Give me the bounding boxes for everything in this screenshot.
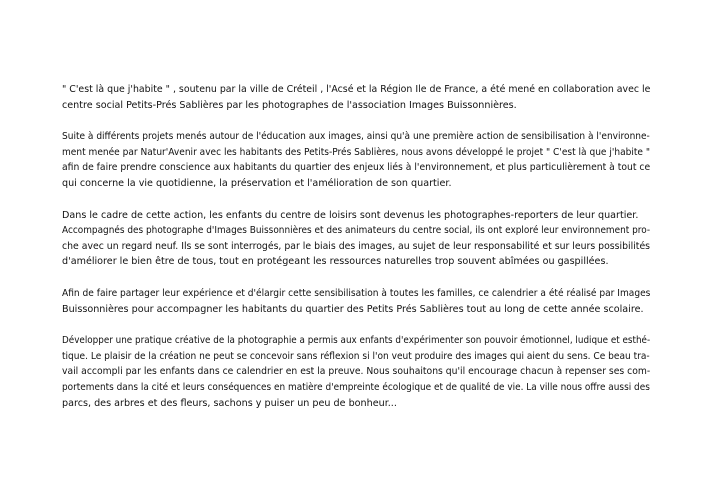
text-line: Accompagnés des photographe d'Images Buissonnières et des animateurs du centre social, ils ont exploré leur environnement pro- [62, 225, 651, 237]
text-line: parcs, des arbres et des fleurs, sachons y puiser un peu de bonheur... [62, 397, 397, 409]
text-line: Dans le cadre de cette action, les enfants du centre de loisirs sont devenus les photographes-reporters de leur quartier. [62, 209, 639, 221]
text-line: che avec un regard neuf. Ils se sont interrogés, par le biais des images, au sujet de leur responsabilité et sur leurs possibilités [62, 240, 651, 252]
text-line: Développer une pratique créative de la photographie a permis aux enfants d'expérimenter son pouvoir émotionnel, ludique et esthé- [62, 335, 651, 347]
text-line: d'améliorer le bien être de tous, tout en protégeant les ressources naturelles trop souvent abîmées ou gaspillées. [62, 256, 609, 268]
text-line: " C'est là que j'habite " , soutenu par la ville de Créteil , l'Acsé et la Région Ile de France, a été mené en collaboration avec le [62, 84, 651, 95]
text-line: Buissonnières pour accompagner les habitants du quartier des Petits Prés Sablières tout au long de cette année scolaire. [62, 303, 644, 315]
text-line: portements dans la cité et leurs conséquences en matière d'empreinte écologique et de qualité de vie. La ville nous offre aussi des [62, 381, 650, 393]
text-line: qui concerne la vie quotidienne, la préservation et l'amélioration de son quartier. [62, 177, 452, 189]
paragraph-project [62, 129, 650, 191]
paragraph-calendar [62, 286, 650, 317]
paragraph-conclusion [62, 333, 650, 411]
paragraph-action [62, 208, 650, 270]
body-text [62, 82, 650, 427]
text-line: tique. Le plaisir de la création ne peut se concevoir sans réflexion si l'on veut produire des images qui aient du sens. Ce beau tra- [62, 350, 650, 362]
text-line: Afin de faire partager leur expérience et d'élargir cette sensibilisation à toutes les familles, ce calendrier a été réalisé par Images [62, 287, 651, 299]
text-line: ment menée par Natur'Avenir avec les habitants des Petits-Prés Sablières, nous avons développé le projet " C'est là que j'habite " [62, 146, 651, 158]
paragraph-intro [62, 82, 650, 113]
text-line: centre social Petits-Prés Sablières par les photographes de l'association Images Buissonnières. [62, 99, 517, 111]
text-line: afin de faire prendre conscience aux habitants du quartier des enjeux liés à l'environnement, et plus particulièrement à tout ce [62, 162, 651, 174]
text-line: vail accompli par les enfants dans ce calendrier en est la preuve. Nous souhaitons qu'il encourage chacun à repenser ses com- [62, 366, 651, 378]
text-line: Suite à différents projets menés autour de l'éducation aux images, ainsi qu'à une première action de sensibilisation à l'environne- [62, 131, 650, 143]
